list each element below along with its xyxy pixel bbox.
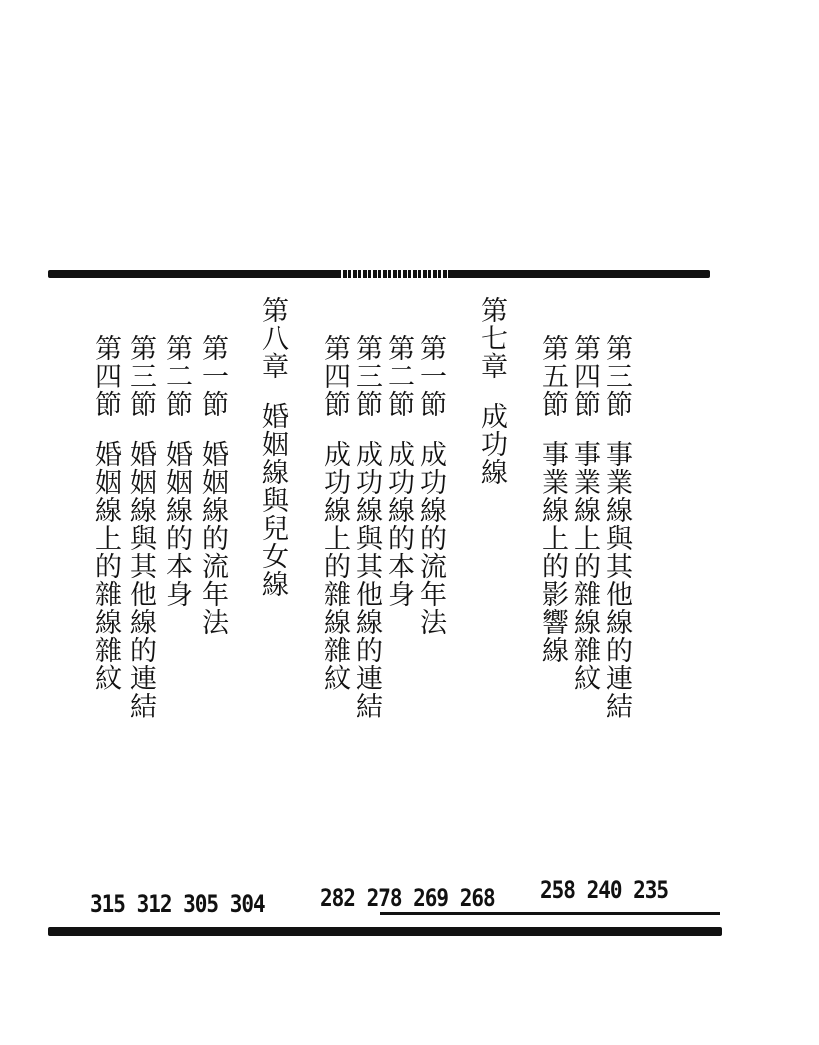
toc-entry-group1-section3 [600,334,632,720]
toc-chapter-7 [475,296,507,486]
toc-entry-group2-section3 [350,334,382,720]
page-numbers-group3: 315 312 305 304 [90,890,265,918]
page-numbers-group1: 258 240 235 [540,876,669,904]
section-label: 第二節 [383,334,414,418]
section-title: 成功線與其他線的連結 [351,440,382,720]
toc-entry-group2-section4 [318,334,350,692]
section-label: 第三節 [351,334,382,418]
toc-entry-group3-section1 [196,334,228,636]
section-title: 事業線與其他線的連結 [601,440,632,720]
section-label: 第四節 [569,334,600,418]
section-title: 婚姻線與其他線的連結 [125,440,156,720]
toc-entry-group3-section2 [160,334,192,608]
section-title: 事業線上的雜線雜紋 [569,440,600,692]
toc-entry-group2-section2 [382,334,414,608]
section-label: 第四節 [319,334,350,418]
toc-entry-group2-section1 [414,334,446,636]
bottom-thin-rule [380,912,720,915]
toc-entry-group3-section4 [89,334,121,692]
chapter-label: 第七章 [476,296,507,380]
section-label: 第一節 [415,334,446,418]
section-title: 成功線上的雜線雜紋 [319,440,350,692]
chapter-title: 婚姻線與兒女線 [257,402,288,598]
section-title: 婚姻線的流年法 [197,440,228,636]
page-numbers-group2: 282 278 269 268 [320,884,495,912]
toc-entry-group1-section4 [568,334,600,692]
section-title: 事業線上的影響線 [537,440,568,664]
chapter-label: 第八章 [257,296,288,380]
section-label: 第四節 [90,334,121,418]
section-title: 成功線的流年法 [415,440,446,636]
section-label: 第三節 [601,334,632,418]
section-title: 婚姻線上的雜線雜紋 [90,440,121,692]
section-title: 成功線的本身 [383,440,414,608]
toc-chapter-8 [256,296,288,598]
chapter-title: 成功線 [476,402,507,486]
toc-entry-group1-section5 [536,334,568,664]
section-title: 婚姻線的本身 [161,440,192,608]
toc-entry-group3-section3 [124,334,156,720]
top-rule-texture [338,270,448,278]
section-label: 第一節 [197,334,228,418]
section-label: 第三節 [125,334,156,418]
section-label: 第二節 [161,334,192,418]
bottom-rule [48,927,722,936]
section-label: 第五節 [537,334,568,418]
